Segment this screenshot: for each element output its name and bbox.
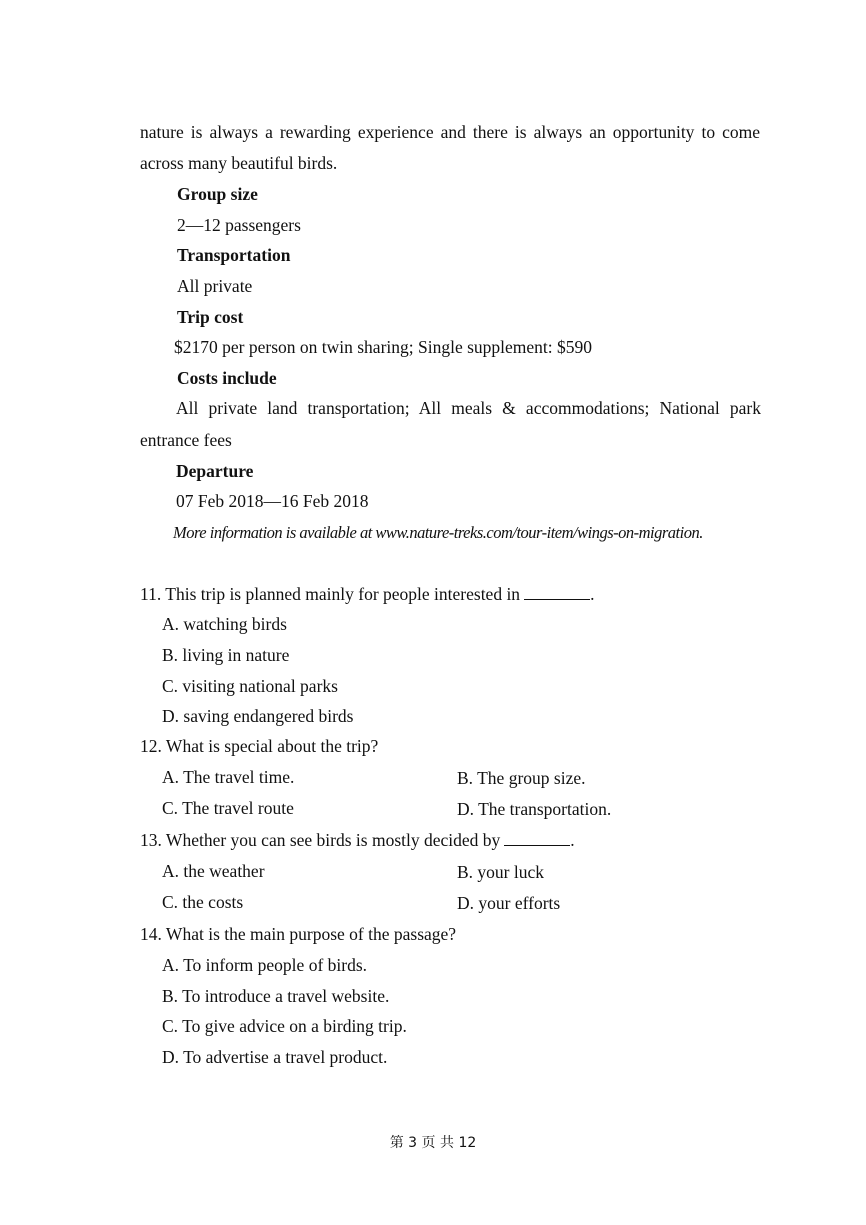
- transportation-value: All private: [177, 276, 253, 296]
- answer-option: B. your luck: [457, 862, 545, 882]
- answer-option: A. To inform people of birds.: [162, 955, 368, 975]
- answer-option: A. watching birds: [162, 614, 287, 634]
- costs-include-line: All private land transportation; All meals & accommodations; National park: [176, 398, 761, 418]
- question-stem-end: .: [590, 584, 595, 604]
- question-stem: 12. What is special about the trip?: [140, 736, 379, 756]
- question-stem: [140, 586, 594, 604]
- answer-option: D. saving endangered birds: [162, 706, 354, 726]
- answer-option: A. The travel time.: [162, 767, 295, 787]
- answer-option: B. To introduce a travel website.: [162, 986, 390, 1006]
- trip-cost-value: $2170 per person on twin sharing; Single supplement: $590: [174, 337, 593, 357]
- more-info-note: More information is available at www.nature-treks.com/tour-item/wings-on-migration.: [173, 523, 703, 542]
- answer-option: D. The transportation.: [457, 799, 612, 819]
- answer-option: B. living in nature: [162, 645, 290, 665]
- answer-option: C. the costs: [162, 892, 244, 912]
- answer-option: A. the weather: [162, 861, 265, 881]
- page-number: 第 3 页 共 12: [389, 1135, 477, 1151]
- departure-value: 07 Feb 2018—16 Feb 2018: [176, 491, 369, 511]
- answer-option: D. your efforts: [457, 893, 561, 913]
- passage-line: across many beautiful birds.: [140, 153, 338, 173]
- section-heading-trip-cost: Trip cost: [177, 307, 244, 327]
- answer-blank: [524, 598, 590, 600]
- group-size-value: 2—12 passengers: [177, 215, 301, 235]
- section-heading-transportation: Transportation: [177, 245, 291, 265]
- answer-option: C. To give advice on a birding trip.: [162, 1016, 407, 1036]
- answer-option: D. To advertise a travel product.: [162, 1047, 388, 1067]
- question-stem-end: .: [570, 830, 575, 850]
- answer-option: C. The travel route: [162, 798, 294, 818]
- question-stem-text: 11. This trip is planned mainly for people interested in: [140, 584, 521, 604]
- passage-line: nature is always a rewarding experience and there is always an opportunity to come: [140, 122, 760, 142]
- question-stem: 14. What is the main purpose of the passage?: [140, 924, 457, 944]
- section-heading-group-size: Group size: [177, 184, 258, 204]
- question-stem: [140, 832, 575, 850]
- answer-option: C. visiting national parks: [162, 676, 338, 696]
- answer-option: B. The group size.: [457, 768, 586, 788]
- section-heading-departure: Departure: [176, 461, 254, 481]
- question-stem-text: 13. Whether you can see birds is mostly decided by: [140, 830, 501, 850]
- section-heading-costs-include: Costs include: [177, 368, 277, 388]
- answer-blank: [504, 844, 570, 846]
- costs-include-line: entrance fees: [140, 430, 232, 450]
